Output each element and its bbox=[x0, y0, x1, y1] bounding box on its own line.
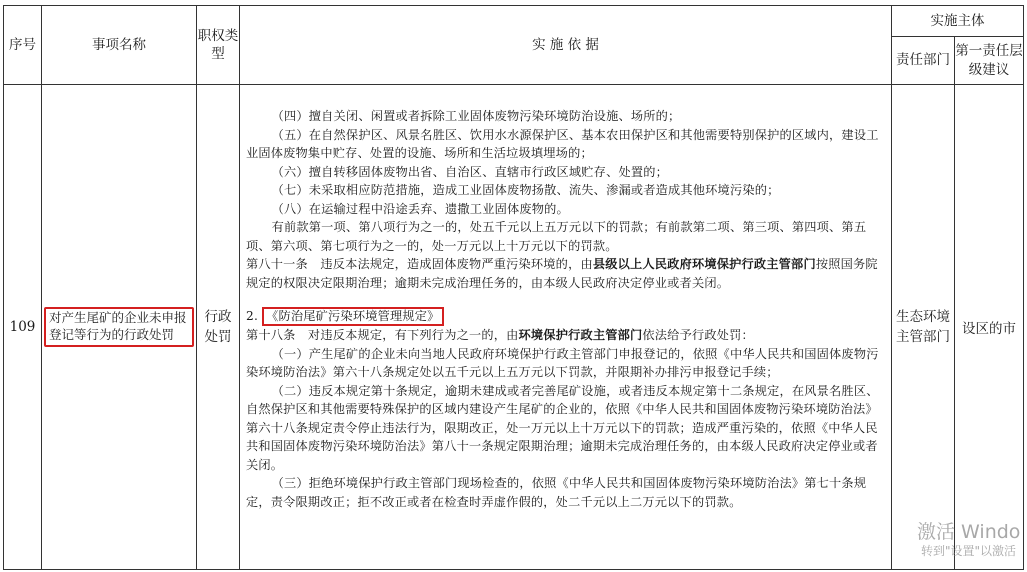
activation-watermark bbox=[917, 521, 1020, 559]
watermark-line-1: 激活 Windo bbox=[917, 521, 1021, 543]
authority-table bbox=[3, 5, 1024, 570]
basis-penalty-paragraph: 有前款第一项、第八项行为之一的，处五千元以上五万元以下的罚款；有前款第二项、第三项、第四项、第五项、第六项、第七项行为之一的，处一万元以上十万元以下的罚款。 bbox=[246, 220, 867, 253]
col-header-power-type: 职权类型 bbox=[197, 6, 240, 85]
authority-county-epa: 县级以上人民政府环境保护行政主管部门 bbox=[592, 257, 816, 271]
row-seq: 109 bbox=[4, 85, 42, 570]
basis-article-81: 第八十一条 违反本法规定，造成固体废物严重污染环境的，由县级以上人民政府环境保护行政主管部门按照国务院规定的权限决定限期治理；逾期未完成治理任务的，由本级人民政府决定停业或者关闭。 bbox=[246, 257, 878, 290]
item-name-highlight bbox=[44, 307, 194, 347]
watermark-line-2: 转到"设置"以激活 bbox=[921, 544, 1017, 558]
basis-line-7: （七）未采取相应防范措施，造成工业固体废物扬散、流失、渗漏或者造成其他环境污染的； bbox=[271, 183, 780, 197]
law-title-highlight: 《防治尾矿污染环境管理规定》 bbox=[262, 307, 443, 326]
row-basis bbox=[240, 85, 892, 570]
row-item-name-cell bbox=[42, 85, 197, 570]
col-header-dept: 责任部门 bbox=[892, 37, 955, 85]
basis-line-8: （八）在运输过程中沿途丢弃、遗撒工业固体废物的。 bbox=[271, 201, 569, 216]
header-row-1 bbox=[4, 6, 1024, 37]
col-header-level: 第一责任层级建议 bbox=[955, 37, 1024, 85]
row-level: 设区的市 bbox=[955, 85, 1024, 570]
basis-line-4: （四）擅自关闭、闲置或者拆除工业固体废物污染环境防治设施、场所的； bbox=[271, 109, 681, 123]
basis-item-3: （三）拒绝环境保护行政主管部门现场检查的，依照《中华人民共和国固体废物污染环境防治法》第七十条规定，责令限期改正；拒不改正或者在检查时弄虚作假的，处二千元以上二万元以下的罚款。 bbox=[246, 476, 867, 509]
authority-epa: 环境保护行政主管部门 bbox=[518, 328, 643, 342]
col-header-subject: 实施主体 bbox=[892, 6, 1024, 37]
col-header-seq: 序号 bbox=[4, 6, 42, 85]
col-header-item-name: 事项名称 bbox=[42, 6, 197, 85]
row-power-type: 行政处罚 bbox=[197, 85, 240, 570]
row-item-name: 对产生尾矿的企业未申报登记等行为的行政处罚 bbox=[49, 310, 187, 342]
table-row bbox=[4, 85, 1024, 570]
basis-line-6: （六）擅自转移固体废物出省、自治区、直辖市行政区域贮存、处置的； bbox=[271, 164, 669, 179]
basis-article-18: 第十八条 对违反本规定，有下列行为之一的，由环境保护行政主管部门依法给予行政处罚： bbox=[246, 328, 754, 342]
basis-item-2: （二）违反本规定第十条规定，逾期未建成或者完善尾矿设施，或者违反本规定第十二条规定，在风景名胜区、自然保护区和其他需要特殊保护的区域内建设产生尾矿的企业的，依照《中华人民共和国固体废物污染环境防治法》第六十八条规定责令停止违法行为，限期改正，处一万元以上十万元以下的罚款；造成严重污染的，依照《中华人民共和国固体废物污染环境防治法》第八十一条规定限期治理；逾期未完成治理任务的，由本级人民政府决定停业或者关闭。 bbox=[246, 383, 879, 472]
basis-item-1: （一）产生尾矿的企业未向当地人民政府环境保护行政主管部门申报登记的，依照《中华人民共和国固体废物污染环境防治法》第六十八条规定处以五千元以上五万元以下罚款，并限期补办排污申报登记手续； bbox=[246, 346, 879, 379]
row-dept: 生态环境主管部门 bbox=[892, 85, 955, 570]
basis-line-5: （五）在自然保护区、风景名胜区、饮用水水源保护区、基本农田保护区和其他需要特别保护的区域内，建设工业固体废物集中贮存、处置的设施、场所和生活垃圾填埋场的； bbox=[246, 127, 879, 160]
col-header-basis: 实 施 依 据 bbox=[240, 6, 892, 85]
basis-law-2: 2. 《防治尾矿污染环境管理规定》 bbox=[246, 307, 885, 326]
